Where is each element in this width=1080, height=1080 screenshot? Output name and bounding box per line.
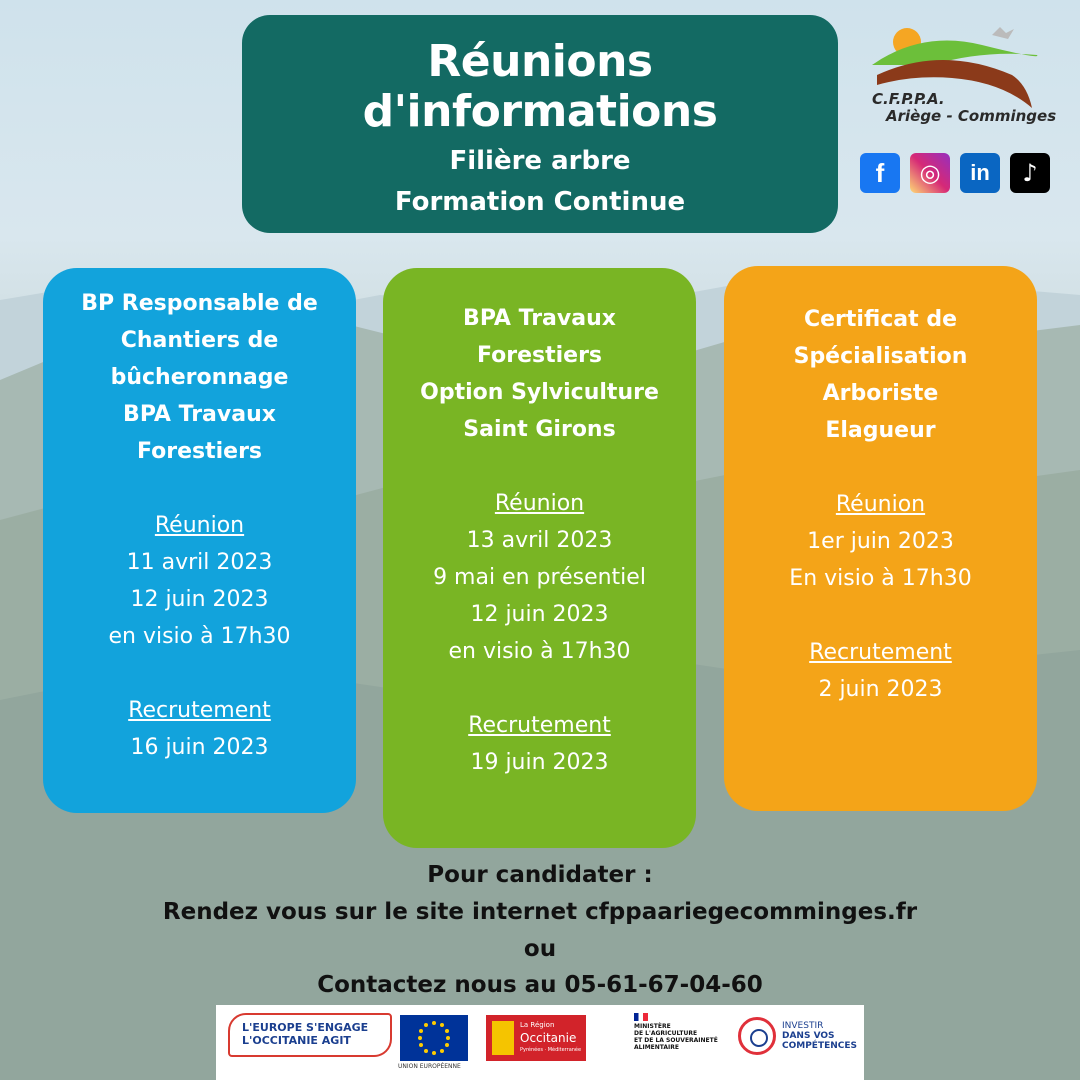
card-title-line: Saint Girons — [463, 417, 616, 442]
recrutement-date: 19 juin 2023 — [470, 750, 609, 775]
social-links — [860, 153, 1050, 193]
reunion-label: Réunion — [835, 492, 926, 517]
card-title-line: BPA Travaux — [123, 402, 276, 427]
investir-logo-icon — [738, 1017, 776, 1055]
card-title-line: Spécialisation — [793, 344, 968, 369]
region-sub: Pyrénées · Méditerranée — [520, 1047, 582, 1053]
partner-logos-bar — [216, 1005, 864, 1080]
reunion-date: 12 juin 2023 — [470, 602, 609, 627]
ministere-line: MINISTÈRE — [634, 1023, 671, 1030]
card-title-line: BPA Travaux — [463, 306, 616, 331]
investir-line: COMPÉTENCES — [782, 1041, 858, 1051]
ministere-logo — [634, 1013, 718, 1051]
reunion-label: Réunion — [494, 491, 585, 516]
card-title-line: Certificat de — [803, 307, 957, 332]
ministere-line: DE L'AGRICULTURE — [634, 1030, 698, 1037]
logo-text-line1: C.F.P.P.A. — [872, 90, 945, 108]
card-title-line: bûcheronnage — [110, 365, 289, 390]
apply-or: ou — [523, 936, 557, 962]
instagram-icon[interactable]: ◎ — [910, 153, 950, 193]
investir-line: DANS VOS — [782, 1031, 835, 1041]
tiktok-icon[interactable]: ♪ — [1010, 153, 1050, 193]
card-title-line: Arboriste — [822, 381, 939, 406]
apply-heading: Pour candidater : — [427, 862, 653, 888]
card-title-line: BP Responsable de — [81, 291, 318, 316]
occitanie-cross-icon — [492, 1021, 514, 1055]
reunion-date: 12 juin 2023 — [130, 587, 269, 612]
apply-phone[interactable]: Contactez nous au 05-61-67-04-60 — [317, 972, 763, 998]
subtitle-line1: Filière arbre — [449, 146, 631, 176]
ministere-line: ALIMENTAIRE — [634, 1044, 680, 1051]
reunion-date: 9 mai en présentiel — [433, 565, 646, 590]
ministere-line: ET DE LA SOUVERAINETÉ — [634, 1037, 718, 1044]
region-small-label: La Région — [520, 1021, 555, 1029]
card-title-line: Option Sylviculture — [420, 380, 659, 405]
card-title-line: Chantiers de — [120, 328, 279, 353]
reunion-mode: en visio à 17h30 — [108, 624, 291, 649]
reunion-mode: En visio à 17h30 — [789, 566, 972, 591]
recrutement-label: Recrutement — [809, 640, 952, 665]
recrutement-label: Recrutement — [128, 698, 271, 723]
recrutement-date: 2 juin 2023 — [818, 677, 943, 702]
program-card-bp-bucheronnage — [43, 268, 356, 813]
investir-line: INVESTIR — [782, 1021, 824, 1031]
reunion-date: 1er juin 2023 — [807, 529, 954, 554]
eu-caption: UNION EUROPÉENNE — [398, 1063, 461, 1070]
europe-occitanie-logo — [228, 1013, 392, 1057]
title-banner — [242, 15, 838, 233]
recrutement-label: Recrutement — [468, 713, 611, 738]
subtitle-line2: Formation Continue — [394, 187, 686, 217]
page-title-line1: Réunions — [427, 36, 653, 87]
facebook-icon[interactable]: f — [860, 153, 900, 193]
program-card-arboriste-elagueur — [724, 266, 1037, 811]
reunion-mode: en visio à 17h30 — [448, 639, 631, 664]
page-title-line2: d'informations — [362, 86, 718, 137]
program-card-bpa-sylviculture — [383, 268, 696, 848]
card-title-line: Elagueur — [825, 418, 936, 443]
recrutement-date: 16 juin 2023 — [130, 735, 269, 760]
eu-flag-icon — [400, 1015, 468, 1061]
reunion-date: 11 avril 2023 — [126, 550, 273, 575]
card-title-line: Forestiers — [136, 439, 263, 464]
reunion-date: 13 avril 2023 — [466, 528, 613, 553]
occitanie-region-logo — [486, 1015, 586, 1061]
apply-website[interactable]: Rendez vous sur le site internet cfppaariegecomminges.fr — [162, 899, 918, 925]
region-name: Occitanie — [520, 1031, 577, 1045]
investir-text — [782, 1021, 857, 1051]
linkedin-icon[interactable]: in — [960, 153, 1000, 193]
reunion-label: Réunion — [154, 513, 245, 538]
europe-occitanie-line1: L'EUROPE S'ENGAGE — [242, 1021, 369, 1034]
logo-text-line2: Ariège - Comminges — [886, 107, 1057, 125]
card-title-line: Forestiers — [476, 343, 603, 368]
french-flag-icon — [634, 1013, 648, 1021]
europe-occitanie-line2: L'OCCITANIE AGIT — [242, 1034, 351, 1047]
